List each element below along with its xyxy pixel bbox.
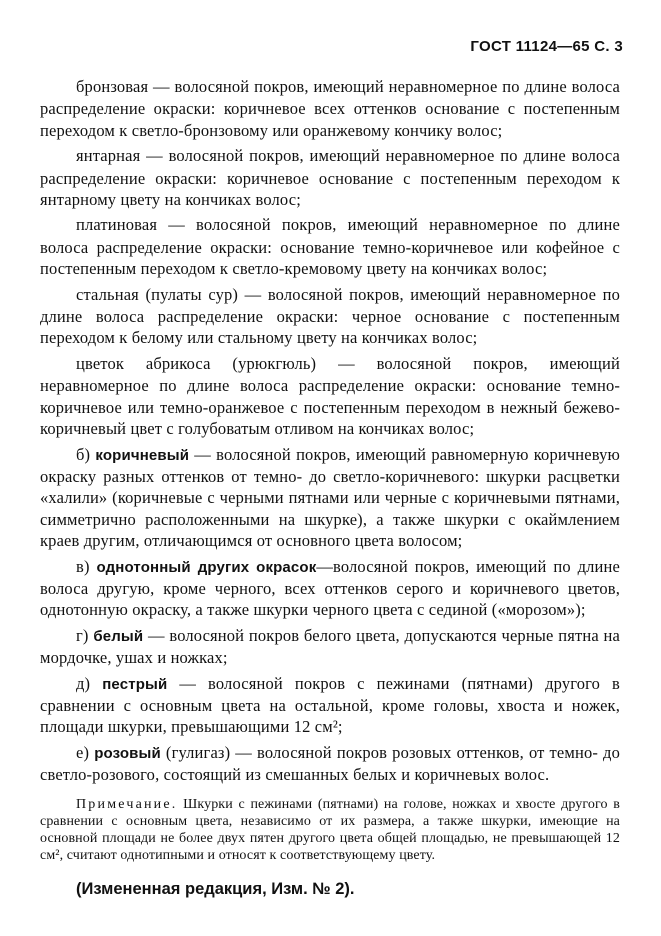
paragraph-term: пестрый xyxy=(102,675,168,693)
paragraph-prefix: в) xyxy=(76,556,97,576)
paragraph-text: — волосяной покров с пежинами (пятнами) другого в сравнении с основным цвета на остальной, кроме головы, хвоста и ножек, площади шкурки, превышающими 12 см²; xyxy=(40,673,620,737)
paragraph-term: однотонный других окрасок xyxy=(96,558,317,576)
edition-note: (Измененная редакция, Изм. № 2). xyxy=(76,879,355,898)
paragraph-prefix: б) xyxy=(76,444,96,464)
page-header: ГОСТ 11124—65 С. 3 xyxy=(470,38,623,55)
paragraph-text: цветок абрикоса (урюкгюль) — волосяной покров, имеющий неравномерное по длине волоса распределение окраски: основание темно-коричневое или темно-оранжевое с постепенным переходом в нежный бежево-коричневый цвет с голубоватым отливом на кончиках волос; xyxy=(40,353,620,439)
paragraph-text: — волосяной покров, имеющий равномерную коричневую окраску разных оттенков от темно- до светло-коричневого: шкурки расцветки «халили» (коричневые с черными пятнами или черные с коричневыми пятнами, симметрично расположенными на шкурке), а также шкурки с окаймлением краев другим, отличающимся от основного цвета волосом; xyxy=(40,444,620,551)
document-body xyxy=(40,76,620,915)
paragraph-text: — волосяной покров белого цвета, допускаются черные пятна на мордочке, ушах и ножках; xyxy=(40,625,620,668)
paragraph-text: платиновая — волосяной покров, имеющий неравномерное по длине волоса распределение окраски: основание темно-коричневое или кофейное с постепенным переходом к светло-кремовому цвету на кончиках волос; xyxy=(40,215,620,279)
paragraph-spotted xyxy=(40,673,620,738)
paragraph-prefix: е) xyxy=(76,742,95,762)
paragraph-pink xyxy=(40,742,620,786)
paragraph-term: коричневый xyxy=(95,446,190,464)
paragraph-platinum xyxy=(40,214,620,279)
paragraph-text: бронзовая — волосяной покров, имеющий неравномерное по длине волоса распределение окраски: коричневое всех оттенков основание с постепенным переходом к светло-бронзовому или оранжевому кончику волос; xyxy=(40,77,620,140)
paragraph-amber xyxy=(40,145,620,210)
paragraph-prefix: д) xyxy=(76,673,103,693)
paragraph-apricot xyxy=(40,353,620,440)
paragraph-term: белый xyxy=(93,627,144,645)
paragraph-text: (гулигаз) — волосяной покров розовых оттенков, от темно- до светло-розового, состоящий из смешанных белых и коричневых волос. xyxy=(40,742,620,785)
paragraph-white xyxy=(40,625,620,669)
note-paragraph xyxy=(40,796,620,864)
paragraph-text: стальная (пулаты сур) — волосяной покров, имеющий неравномерное по длине волоса распределение окраски: черное основание с постепенным переходом к белому или стальному цвету на кончиках волос; xyxy=(40,284,620,348)
paragraph-brown xyxy=(40,444,620,552)
paragraph-steel xyxy=(40,284,620,349)
note-text: Шкурки с пежинами (пятнами) на голове, ножках и хвосте другого в сравнении с основным цвета, независимо от их размера, а также шкурки, имеющие на основной площади не более двух пятен другого цвета общей площадью, не превышающей 12 см², считают однотипными и относят к соответствующему цвету. xyxy=(40,796,620,863)
paragraph-prefix: г) xyxy=(76,625,94,645)
paragraph-monotone xyxy=(40,556,620,621)
paragraph-bronze xyxy=(40,76,620,141)
note-label: Примечание. xyxy=(76,796,178,812)
paragraph-term: розовый xyxy=(94,744,161,762)
paragraph-text: —волосяной покров, имеющий по длине волоса другую, кроме черного, всех оттенков серого и коричневого цветов, однотонную окраску, а также шкурки черного цвета с сединой («морозом»); xyxy=(40,556,620,620)
paragraph-text: янтарная — волосяной покров, имеющий неравномерное по длине волоса распределение окраски: коричневое основание с постепенным переходом к янтарному цвету на кончиках волос; xyxy=(40,146,620,210)
